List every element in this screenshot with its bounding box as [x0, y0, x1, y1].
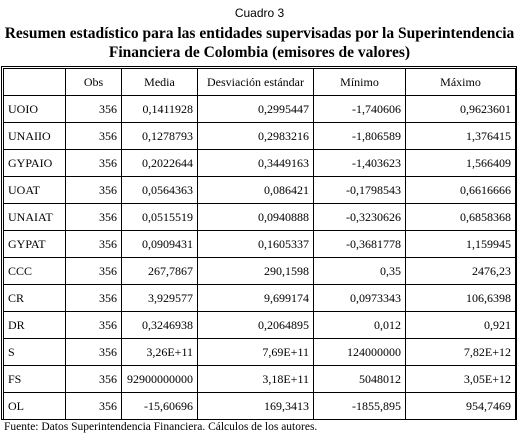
cell-variable: CCC	[4, 258, 66, 285]
cell-desviacion: 0,086421	[198, 177, 314, 204]
cell-variable: OL	[4, 393, 66, 420]
table-row	[4, 285, 516, 312]
cell-variable: GYPAIO	[4, 150, 66, 177]
cell-maximo: 0,6858368	[406, 204, 516, 231]
cell-variable: CR	[4, 285, 66, 312]
table-row	[4, 258, 516, 285]
cell-media: 0,1411928	[122, 96, 198, 123]
cell-obs: 356	[66, 366, 122, 393]
header-cell-minimo: Mínimo	[314, 69, 406, 96]
table-row	[4, 177, 516, 204]
cell-media: 0,2022644	[122, 150, 198, 177]
header-cell-obs: Obs	[66, 69, 122, 96]
cell-desviacion: 0,0940888	[198, 204, 314, 231]
cell-minimo: -1855,895	[314, 393, 406, 420]
table-row	[4, 150, 516, 177]
cell-minimo: -0,3230626	[314, 204, 406, 231]
cell-maximo: 106,6398	[406, 285, 516, 312]
cell-desviacion: 0,2064895	[198, 312, 314, 339]
cell-minimo: -1,740606	[314, 96, 406, 123]
cell-media: 0,3246938	[122, 312, 198, 339]
cell-minimo: -1,403623	[314, 150, 406, 177]
title-line-2: Financiera de Colombia (emisores de valores)	[108, 44, 411, 61]
cell-obs: 356	[66, 258, 122, 285]
cell-obs: 356	[66, 177, 122, 204]
cell-media: 3,26E+11	[122, 339, 198, 366]
cell-obs: 356	[66, 393, 122, 420]
table-title	[0, 24, 519, 62]
cell-desviacion: 9,699174	[198, 285, 314, 312]
cell-minimo: 5048012	[314, 366, 406, 393]
table-row	[4, 231, 516, 258]
cell-desviacion: 3,18E+11	[198, 366, 314, 393]
cell-variable: FS	[4, 366, 66, 393]
header-cell-variable	[4, 69, 66, 96]
cell-maximo: 1,376415	[406, 123, 516, 150]
header-row	[4, 69, 516, 96]
cell-maximo: 2476,23	[406, 258, 516, 285]
cell-desviacion: 0,3449163	[198, 150, 314, 177]
cell-variable: GYPAT	[4, 231, 66, 258]
cell-media: 267,7867	[122, 258, 198, 285]
header-cell-maximo: Máximo	[406, 69, 516, 96]
table-row	[4, 339, 516, 366]
statistics-table	[3, 68, 516, 420]
cell-desviacion: 0,1605337	[198, 231, 314, 258]
cell-maximo: 0,921	[406, 312, 516, 339]
cell-minimo: -0,1798543	[314, 177, 406, 204]
cell-maximo: 7,82E+12	[406, 339, 516, 366]
cell-obs: 356	[66, 96, 122, 123]
cell-minimo: 0,012	[314, 312, 406, 339]
cell-variable: UOAT	[4, 177, 66, 204]
cell-variable: UNAIIO	[4, 123, 66, 150]
cell-maximo: 0,6616666	[406, 177, 516, 204]
cell-desviacion: 7,69E+11	[198, 339, 314, 366]
cell-variable: DR	[4, 312, 66, 339]
cell-minimo: 124000000	[314, 339, 406, 366]
cell-obs: 356	[66, 312, 122, 339]
cell-minimo: -0,3681778	[314, 231, 406, 258]
cell-media: 0,1278793	[122, 123, 198, 150]
cell-minimo: -1,806589	[314, 123, 406, 150]
header-cell-media: Media	[122, 69, 198, 96]
cell-variable: UOIO	[4, 96, 66, 123]
cell-media: -15,60696	[122, 393, 198, 420]
table-caption: Cuadro 3	[234, 6, 285, 20]
cell-obs: 356	[66, 285, 122, 312]
cell-maximo: 954,7469	[406, 393, 516, 420]
cell-maximo: 3,05E+12	[406, 366, 516, 393]
cell-media: 3,929577	[122, 285, 198, 312]
cell-media: 0,0515519	[122, 204, 198, 231]
table-row	[4, 393, 516, 420]
cell-minimo: 0,0973343	[314, 285, 406, 312]
cell-media: 0,0564363	[122, 177, 198, 204]
cell-obs: 356	[66, 339, 122, 366]
table-row	[4, 123, 516, 150]
cell-maximo: 1,159945	[406, 231, 516, 258]
cell-minimo: 0,35	[314, 258, 406, 285]
table-row	[4, 312, 516, 339]
cell-variable: UNAIAT	[4, 204, 66, 231]
cell-maximo: 0,9623601	[406, 96, 516, 123]
title-line-1: Resumen estadístico para las entidades supervisadas por la Superintendencia	[4, 25, 515, 42]
cell-obs: 356	[66, 123, 122, 150]
cell-obs: 356	[66, 150, 122, 177]
cell-desviacion: 0,2995447	[198, 96, 314, 123]
cell-obs: 356	[66, 204, 122, 231]
cell-obs: 356	[66, 231, 122, 258]
cell-maximo: 1,566409	[406, 150, 516, 177]
header-cell-desviacion: Desviación estándar	[198, 69, 314, 96]
table-row	[4, 96, 516, 123]
table-row	[4, 366, 516, 393]
cell-desviacion: 290,1598	[198, 258, 314, 285]
cell-media: 0,0909431	[122, 231, 198, 258]
cell-desviacion: 0,2983216	[198, 123, 314, 150]
cell-media: 92900000000	[122, 366, 198, 393]
cell-desviacion: 169,3413	[198, 393, 314, 420]
table-row	[4, 204, 516, 231]
cell-variable: S	[4, 339, 66, 366]
source-note: Fuente: Datos Superintendencia Financiera. Cálculos de los autores.	[4, 421, 318, 433]
